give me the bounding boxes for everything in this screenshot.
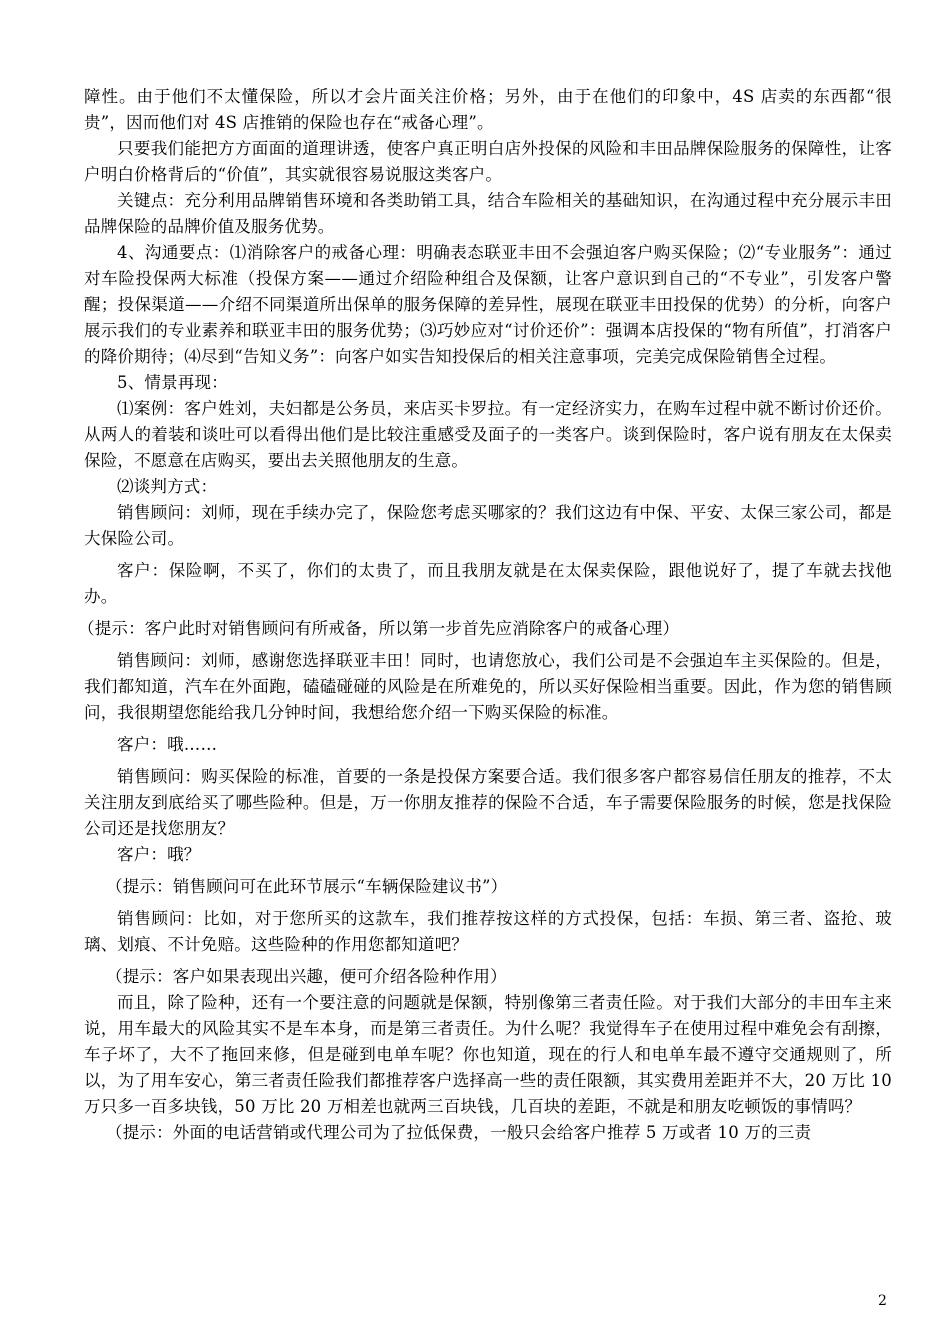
tip-line: （提示：外面的电话营销或代理公司为了拉低保费，一般只会给客户推荐 5 万或者 10 万的三责 [106,1123,812,1142]
body-text [78,84,892,1146]
dialogue-line: 销售顾问：比如，对于您所买的这款车，我们推荐按这样的方式投保，包括：车损、第三者、盗抢、玻璃、划痕、不计免赔。这些险种的作用您都知道吧？ [84,909,892,954]
subsection-heading: ⑵谈判方式： [117,477,218,496]
tip-line: （提示：客户如果表现出兴趣，便可介绍各险种作用） [106,967,507,986]
dialogue-line: 客户：哦？ [117,845,201,864]
paragraph: 而且，除了险种，还有一个要注意的问题就是保额，特别像第三者责任险。对于我们大部分的丰田车主来说，用车最大的风险其实不是车本身，而是第三者责任。为什么呢？我觉得车子在使用过程中难免会有刮擦，车子坏了，大不了拖回来修，但是碰到电单车呢？你也知道，现在的行人和电单车最不遵守交通规则了，所以，为了用车安心，第三者责任险我们都推荐客户选择高一些的责任限额，其实费用差距并不大，20 万比 10 万只多一百多块钱，50 万比 20 万相差也就两三百块钱，几百块的差距，不就是和朋友吃顿饭的事情吗？ [84,993,892,1116]
communication-points-paragraph: 4、沟通要点：⑴消除客户的戒备心理：明确表态联亚丰田不会强迫客户购买保险；⑵“专业服务”：通过对车险投保两大标准（投保方案——通过介绍险种组合及保额，让客户意识到自己的“不专业”，引发客户警醒；投保渠道——介绍不同渠道所出保单的服务保障的差异性，展现在联亚丰田投保的优势）的分析，向客户展示我们的专业素养和联亚丰田的服务优势；⑶巧妙应对“讨价还价”：强调本店投保的“物有所值”，打消客户的降价期待；⑷尽到“告知义务”：向客户如实告知投保后的相关注意事项，完美完成保险销售全过程。 [84,243,892,366]
dialogue-line: 客户：保险啊，不买了，你们的太贵了，而且我朋友就是在太保卖保险，跟他说好了，提了车就去找他办。 [84,561,892,606]
dialogue-line: 客户：哦…… [117,735,218,754]
page-number: 2 [878,1293,887,1309]
paragraph: 障性。由于他们不太懂保险，所以才会片面关注价格；另外，由于在他们的印象中，4S 店卖的东西都“很贵”，因而他们对 4S 店推销的保险也存在“戒备心理”。 [84,87,892,132]
dialogue-line: 销售顾问：刘师，现在手续办完了，保险您考虑买哪家的？我们这边有中保、平安、太保三家公司，都是大保险公司。 [84,503,892,548]
paragraph: 只要我们能把方方面面的道理讲透，使客户真正明白店外投保的风险和丰田品牌保险服务的保障性，让客户明白价格背后的“价值”，其实就很容易说服这类客户。 [84,139,892,184]
dialogue-line: 销售顾问：购买保险的标准，首要的一条是投保方案要合适。我们很多客户都容易信任朋友的推荐，不太关注朋友到底给买了哪些险种。但是，万一你朋友推荐的保险不合适，车子需要保险服务的时候，您是找保险公司还是找您朋友？ [84,767,892,838]
tip-line: （提示：销售顾问可在此环节展示“车辆保险建议书”） [106,877,508,896]
dialogue-line: 销售顾问：刘师，感谢您选择联亚丰田！同时，也请您放心，我们公司是不会强迫车主买保险的。但是，我们都知道，汽车在外面跑，磕磕碰碰的风险是在所难免的，所以买好保险相当重要。因此，作为您的销售顾问，我很期望您能给我几分钟时间，我想给您介绍一下购买保险的标准。 [84,651,892,722]
key-point-paragraph: 关键点：充分利用品牌销售环境和各类助销工具，结合车险相关的基础知识，在沟通过程中充分展示丰田品牌保险的品牌价值及服务优势。 [84,191,892,236]
section-heading: 5、情景再现： [117,373,228,392]
case-paragraph: ⑴案例：客户姓刘，夫妇都是公务员，来店买卡罗拉。有一定经济实力，在购车过程中就不断讨价还价。从两人的着装和谈吐可以看得出他们是比较注重感受及面子的一类客户。谈到保险时，客户说有朋友在太保卖保险，不愿意在店购买，要出去关照他朋友的生意。 [84,399,892,470]
tip-line: （提示：客户此时对销售顾问有所戒备，所以第一步首先应消除客户的戒备心理） [78,619,680,638]
